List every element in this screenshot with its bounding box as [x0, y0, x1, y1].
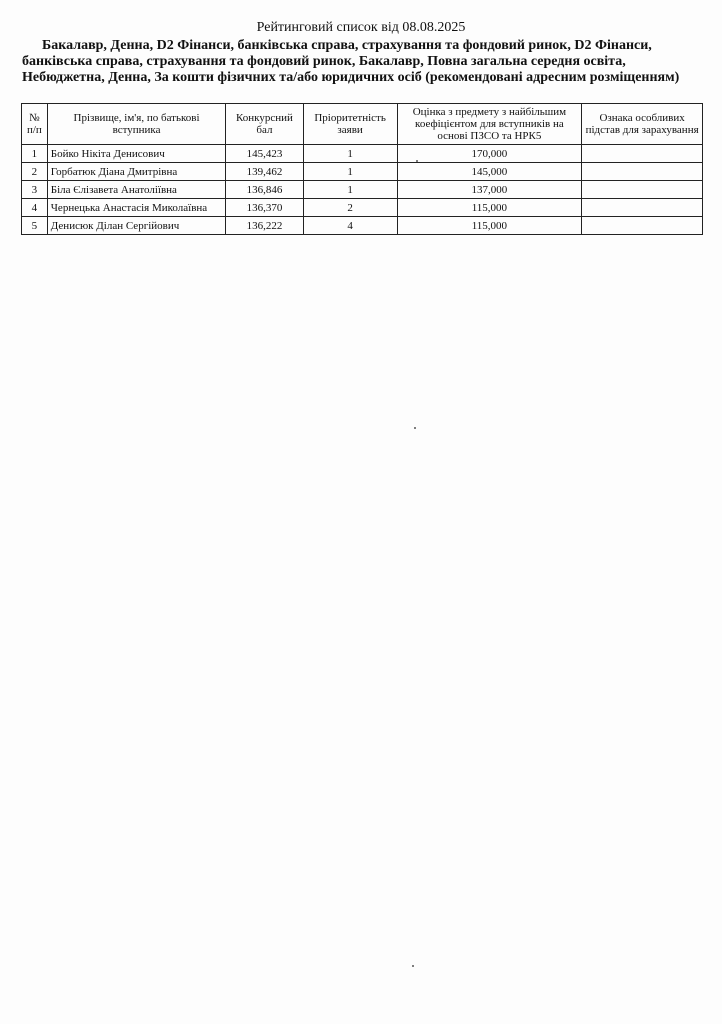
rating-table — [21, 103, 703, 235]
applicant-name: Біла Єлізавета Анатоліївна — [47, 181, 226, 199]
applicant-name: Денисюк Ділан Сергійович — [47, 217, 226, 235]
special-grounds — [582, 199, 703, 217]
row-number: 3 — [22, 181, 48, 199]
page-title: Рейтинговий список від 08.08.2025 — [256, 20, 466, 35]
subject-score: 170,000 — [397, 145, 582, 163]
program-description: Бакалавр, Денна, D2 Фінанси, банківська справа, страхування та фондовий ринок, D2 Фінанси, банківська справа, страхування та фондовий ринок, Бакалавр, Повна загальна середня освіта, Небюджетна, Денна, За кошти фізичних та/або юридичних осіб (рекомендовані адресним розміщенням) — [22, 38, 680, 85]
scan-speck — [416, 160, 418, 162]
table-row — [22, 199, 703, 217]
row-number: 2 — [22, 163, 48, 181]
special-grounds — [582, 145, 703, 163]
applicant-name: Горбатюк Діана Дмитрівна — [47, 163, 226, 181]
table-row — [22, 163, 703, 181]
subject-score: 115,000 — [397, 217, 582, 235]
subject-score: 145,000 — [397, 163, 582, 181]
applicant-name: Чернецька Анастасія Миколаївна — [47, 199, 226, 217]
application-priority: 1 — [303, 163, 397, 181]
special-grounds — [582, 181, 703, 199]
application-priority: 4 — [303, 217, 397, 235]
row-number: 4 — [22, 199, 48, 217]
header-subject-score: Оцінка з предмету з найбільшим коефіцієнтом для вступників на основі ПЗСО та НРК5 — [397, 104, 582, 145]
application-priority: 1 — [303, 181, 397, 199]
header-priority: Пріоритетність заяви — [303, 104, 397, 145]
header-special-grounds: Ознака особливих підстав для зарахування — [582, 104, 703, 145]
application-priority: 1 — [303, 145, 397, 163]
competitive-score: 145,423 — [226, 145, 303, 163]
header-name: Прізвище, ім'я, по батькові вступника — [47, 104, 226, 145]
competitive-score: 136,846 — [226, 181, 303, 199]
special-grounds — [582, 163, 703, 181]
competitive-score: 136,370 — [226, 199, 303, 217]
row-number: 5 — [22, 217, 48, 235]
header-score: Конкурсний бал — [226, 104, 303, 145]
applicant-name: Бойко Нікіта Денисович — [47, 145, 226, 163]
competitive-score: 136,222 — [226, 217, 303, 235]
special-grounds — [582, 217, 703, 235]
row-number: 1 — [22, 145, 48, 163]
table-header-row — [22, 104, 703, 145]
table-row — [22, 217, 703, 235]
competitive-score: 139,462 — [226, 163, 303, 181]
table-row — [22, 145, 703, 163]
scan-speck — [414, 427, 416, 429]
subject-score: 115,000 — [397, 199, 582, 217]
header-number: № п/п — [22, 104, 48, 145]
scan-speck — [412, 965, 414, 967]
table-row — [22, 181, 703, 199]
subject-score: 137,000 — [397, 181, 582, 199]
application-priority: 2 — [303, 199, 397, 217]
